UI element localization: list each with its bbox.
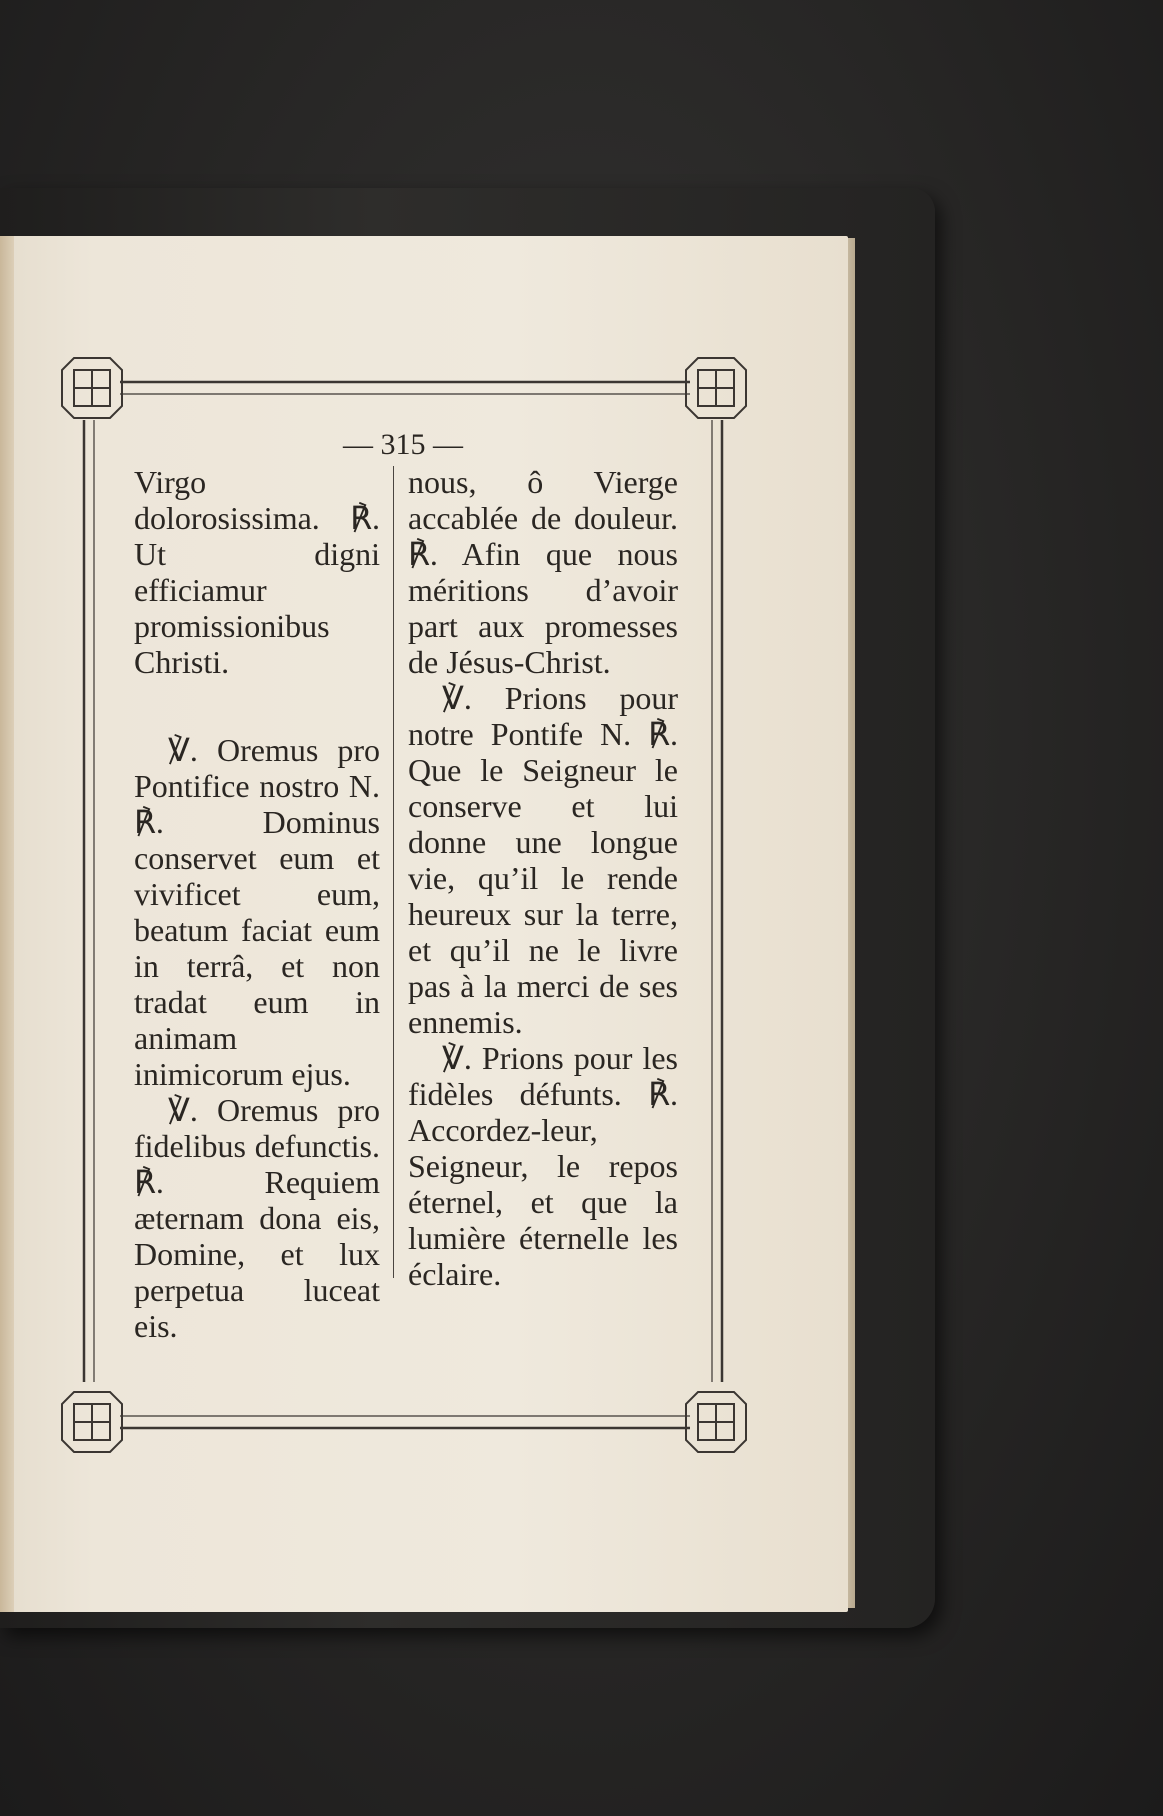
latin-column — [134, 464, 380, 1344]
latin-paragraph-3: ℣. Oremus pro fidelibus defunctis. ℟. Requiem æternam dona eis, Domine, et lux perpetua luceat eis. — [134, 1092, 380, 1344]
french-paragraph-3: ℣. Prions pour les fidèles défunts. ℟. Accordez-leur, Seigneur, le repos éternel, et que la lumière éternelle les éclaire. — [408, 1040, 678, 1292]
column-divider — [393, 466, 394, 1278]
latin-paragraph-2: ℣. Oremus pro Pontifice nostro N. ℟. Dominus conservet eum et vivificet eum, beatum faciat eum in terrâ, et non tradat eum in animam inimicorum ejus. — [134, 732, 380, 1092]
french-paragraph-1: nous, ô Vierge accablée de douleur. ℟. Afin que nous méritions d’avoir part aux promesses de Jésus-Christ. — [408, 464, 678, 680]
corner-ornament-bottom-left — [62, 1392, 122, 1452]
french-paragraph-2: ℣. Prions pour notre Pontife N. ℟. Que le Seigneur le conserve et lui donne une longue vie, qu’il le rende heureux sur la terre, et qu’il ne le livre pas à la merci de ses ennemis. — [408, 680, 678, 1040]
page-number: — 315 — — [343, 428, 463, 461]
corner-ornament-bottom-right — [686, 1392, 746, 1452]
corner-ornament-top-left — [62, 358, 122, 418]
french-column — [408, 464, 678, 1292]
latin-paragraph-1: Virgo dolorosissima. ℟. Ut digni efficiamur promissionibus Christi. — [134, 464, 380, 680]
corner-ornament-top-right — [686, 358, 746, 418]
